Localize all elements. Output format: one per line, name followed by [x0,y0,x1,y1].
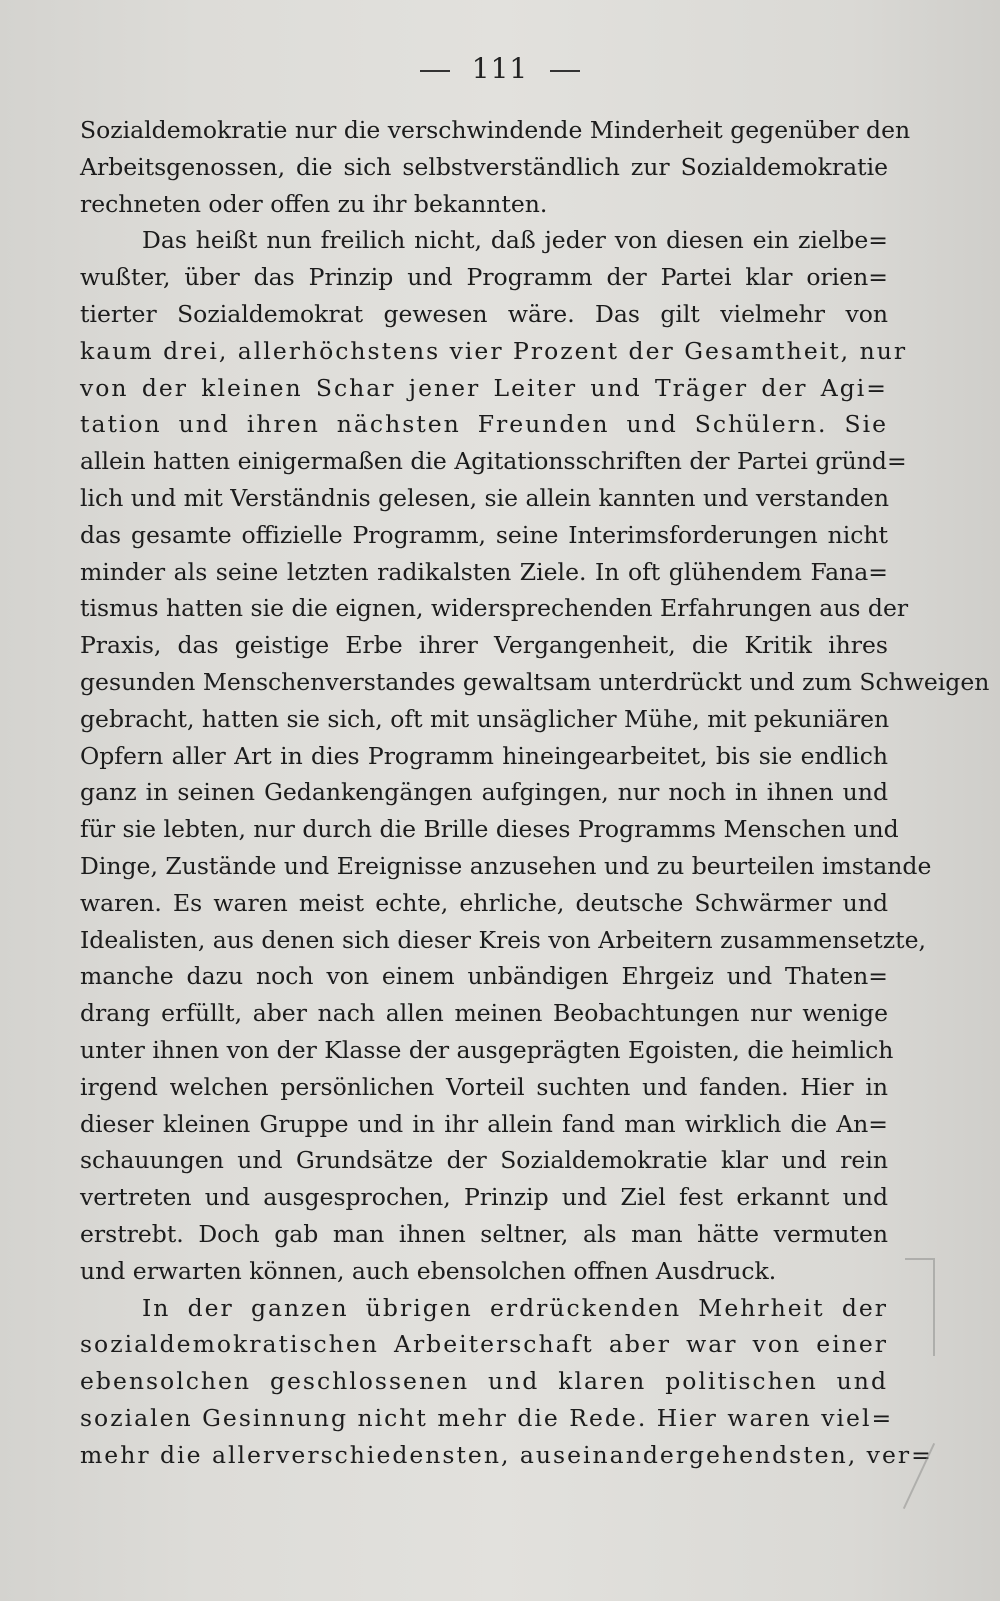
text-line: tismus hatten sie die eignen, widersprechenden Erfahrungen aus der [80,594,909,623]
page-header [0,52,1000,85]
text-line: ebensolchen geschlossenen und klaren politischen und [80,1367,888,1396]
text-line: ganz in seinen Gedankengängen aufgingen, nur noch in ihnen und [80,778,888,807]
page-number: 111 [471,52,529,85]
text-line: gebracht, hatten sie sich, oft mit unsäglicher Mühe, mit pekuniären [80,704,890,733]
text-line: von der kleinen Schar jener Leiter und Träger der Agi= [80,373,888,402]
text-line: Praxis, das geistige Erbe ihrer Vergangenheit, die Kritik ihres [80,631,888,660]
text-line: mehr die allerverschiedensten, auseinandergehendsten, ver= [80,1440,933,1469]
text-line: tierter Sozialdemokrat gewesen wäre. Das gilt vielmehr von [80,299,888,328]
text-line: drang erfüllt, aber nach allen meinen Beobachtungen nur wenige [80,999,888,1028]
text-line: lich und mit Verständnis gelesen, sie allein kannten und verstanden [80,483,889,512]
text-line: tation und ihren nächsten Freunden und Schülern. Sie [80,410,888,439]
text-line: vertreten und ausgesprochen, Prinzip und Ziel fest erkannt und [80,1183,888,1212]
margin-pencil-mark [905,1258,935,1356]
text-line: dieser kleinen Gruppe und in ihr allein fand man wirklich die An= [80,1109,888,1138]
text-line: waren. Es waren meist echte, ehrliche, deutsche Schwärmer und [80,888,888,917]
text-line: Das heißt nun freilich nicht, daß jeder von diesen ein zielbe= [142,226,888,255]
text-line: In der ganzen übrigen erdrückenden Mehrheit der [142,1293,888,1322]
header-dash-left [420,70,450,72]
text-line: Opfern aller Art in dies Programm hineingearbeitet, bis sie endlich [80,741,888,770]
text-line: gesunden Menschenverstandes gewaltsam unterdrückt und zum Schweigen [80,667,990,696]
text-line: für sie lebten, nur durch die Brille dieses Programms Menschen und [80,815,899,844]
text-line: allein hatten einigermaßen die Agitationsschriften der Partei gründ= [80,447,907,476]
text-line: Sozialdemokratie nur die verschwindende Minderheit gegenüber den [80,116,911,144]
text-line: rechneten oder offen zu ihr bekannten. [80,189,548,218]
text-line: Idealisten, aus denen sich dieser Kreis von Arbeitern zusammensetzte, [80,925,926,954]
text-line: erstrebt. Doch gab man ihnen seltner, als man hätte vermuten [80,1219,888,1248]
text-line: Dinge, Zustände und Ereignisse anzusehen und zu beurteilen imstande [80,851,932,880]
text-line: Arbeitsgenossen, die sich selbstverständlich zur Sozialdemokratie [80,152,888,181]
text-line: und erwarten können, auch ebensolchen offnen Ausdruck. [80,1256,777,1285]
text-line: minder als seine letzten radikalsten Ziele. In oft glühendem Fana= [80,557,888,586]
text-line: kaum drei, allerhöchstens vier Prozent der Gesamtheit, nur [80,336,908,365]
text-line: wußter, über das Prinzip und Programm der Partei klar orien= [80,263,888,292]
text-line: schauungen und Grundsätze der Sozialdemokratie klar und rein [80,1146,888,1175]
header-dash-right [550,70,580,72]
text-line: unter ihnen von der Klasse der ausgeprägten Egoisten, die heimlich [80,1035,894,1064]
text-line: manche dazu noch von einem unbändigen Ehrgeiz und Thaten= [80,962,888,991]
text-line: sozialdemokratischen Arbeiterschaft aber war von einer [80,1330,888,1359]
text-line: das gesamte offizielle Programm, seine Interimsforderungen nicht [80,520,888,549]
text-line: sozialen Gesinnung nicht mehr die Rede. Hier waren viel= [80,1403,894,1432]
body-text [80,112,990,1473]
text-line: irgend welchen persönlichen Vorteil suchten und fanden. Hier in [80,1072,888,1101]
